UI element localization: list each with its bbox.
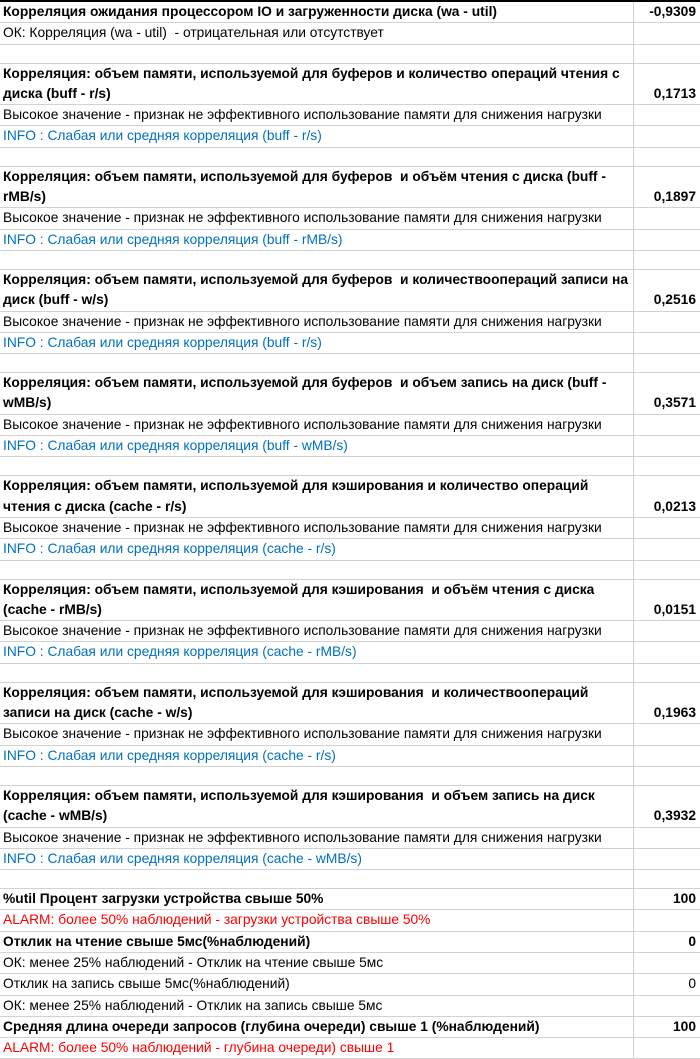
metric-value-cell[interactable] — [633, 148, 700, 166]
info-message-cell[interactable]: INFO : Слабая или средняя корреляция (buff - rMB/s) — [3, 231, 343, 247]
note-cell[interactable]: Высокое значение - признак не эффективного использование памяти для снижения нагрузки — [3, 313, 602, 329]
note-cell[interactable]: ОК: менее 25% наблюдений - Отклик на чтение свыше 5мс — [3, 954, 384, 970]
metric-value-cell[interactable] — [633, 126, 700, 146]
metric-label-cell[interactable]: Корреляция: объем памяти, используемой для кэширования и количество операций чтения с диска (cache - r/s) — [3, 478, 593, 514]
table-row — [0, 642, 700, 663]
table-row — [0, 208, 700, 229]
table-row-empty — [0, 45, 700, 64]
metric-value-cell[interactable] — [633, 312, 700, 332]
info-message-cell[interactable]: INFO : Слабая или средняя корреляция (cache - rMB/s) — [3, 644, 357, 660]
table-row — [0, 786, 700, 828]
table-row — [0, 953, 700, 974]
metric-value-cell[interactable]: 0 — [633, 932, 700, 952]
report-table — [0, 2, 700, 1059]
table-row — [0, 724, 700, 745]
note-cell[interactable]: ОК: менее 25% наблюдений - Отклик на запись свыше 5мс — [3, 997, 383, 1013]
table-row — [0, 974, 700, 995]
metric-value-cell[interactable]: 0 — [633, 974, 700, 994]
metric-value-cell[interactable] — [633, 457, 700, 475]
table-row-empty — [0, 561, 700, 580]
metric-value-cell[interactable] — [633, 767, 700, 785]
info-message-cell[interactable]: INFO : Слабая или средняя корреляция (cache - r/s) — [3, 747, 336, 763]
metric-value-cell[interactable] — [633, 415, 700, 435]
table-row — [0, 518, 700, 539]
table-row — [0, 683, 700, 725]
metric-value-cell[interactable] — [633, 746, 700, 766]
metric-value-cell[interactable] — [633, 828, 700, 848]
metric-value-cell[interactable]: 0,0151 — [633, 580, 700, 621]
table-row — [0, 849, 700, 870]
table-row — [0, 1017, 700, 1038]
metric-value-cell[interactable] — [633, 1038, 700, 1058]
table-row — [0, 828, 700, 849]
metric-value-cell[interactable]: 0,1713 — [633, 64, 700, 105]
note-cell[interactable]: Высокое значение - признак не эффективного использование памяти для снижения нагрузки — [3, 829, 602, 845]
table-row — [0, 64, 700, 106]
metric-label-cell[interactable]: Корреляция: объем памяти, используемой для кэширования и объем запись на диск (cache - wMB/s) — [3, 787, 599, 824]
table-row — [0, 126, 700, 147]
metric-value-cell[interactable]: 0,3932 — [633, 786, 700, 827]
metric-value-cell[interactable]: 0,1897 — [633, 167, 700, 208]
table-row — [0, 373, 700, 415]
metric-value-cell[interactable] — [633, 724, 700, 744]
note-cell[interactable]: Высокое значение - признак не эффективного использование памяти для снижения нагрузки — [3, 726, 602, 742]
table-row — [0, 580, 700, 622]
table-row — [0, 436, 700, 457]
info-message-cell[interactable]: INFO : Слабая или средняя корреляция (buff - wMB/s) — [3, 438, 348, 454]
metric-label-cell[interactable]: Корреляция: объем памяти, используемой для буферов и количество операций чтения с диска (buff - r/s) — [3, 65, 624, 101]
metric-value-cell[interactable] — [633, 561, 700, 579]
metric-label-cell[interactable]: Корреляция: объем памяти, используемой для буферов и количествоопераций записи на диск (buff - w/s) — [3, 271, 632, 308]
metric-label-cell[interactable]: Средняя длина очереди запросов (глубина очереди) свыше 1 (%наблюдений) — [3, 1018, 540, 1034]
table-row-empty — [0, 870, 700, 889]
metric-value-cell[interactable]: 0,3571 — [633, 373, 700, 414]
metric-value-cell[interactable] — [633, 208, 700, 228]
info-message-cell[interactable]: INFO : Слабая или средняя корреляция (cache - wMB/s) — [3, 850, 362, 866]
table-row — [0, 889, 700, 910]
note-cell[interactable]: Высокое значение - признак не эффективного использование памяти для снижения нагрузки — [3, 519, 602, 535]
table-row-empty — [0, 251, 700, 270]
table-row-empty — [0, 767, 700, 786]
note-cell[interactable]: Высокое значение - признак не эффективного использование памяти для снижения нагрузки — [3, 416, 602, 432]
metric-value-cell[interactable]: 0,1963 — [633, 683, 700, 724]
metric-value-cell[interactable] — [633, 621, 700, 641]
metric-label-cell[interactable]: Корреляция: объем памяти, используемой для кэширования и количествоопераций записи на диск (cache - w/s) — [3, 684, 593, 721]
metric-label-cell[interactable]: %util Процент загрузки устройства свыше 50% — [3, 891, 324, 907]
metric-value-cell[interactable] — [633, 230, 700, 250]
table-row — [0, 539, 700, 560]
alarm-message-cell[interactable]: ALARM: более 50% наблюдений - глубина очереди) свыше 1 — [3, 1040, 395, 1056]
table-row-empty — [0, 664, 700, 683]
alarm-message-cell[interactable]: ALARM: более 50% наблюдений - загрузки устройства свыше 50% — [3, 912, 431, 928]
metric-value-cell[interactable]: 0,0213 — [633, 476, 700, 517]
table-row — [0, 23, 700, 44]
metric-value-cell[interactable] — [633, 849, 700, 869]
table-row — [0, 910, 700, 931]
table-row — [0, 476, 700, 518]
metric-label-cell[interactable]: Корреляция: объем памяти, используемой для буферов и объем запись на диск (buff - wMB/s) — [3, 375, 611, 411]
metric-value-cell[interactable] — [633, 642, 700, 662]
metric-value-cell[interactable] — [633, 354, 700, 372]
metric-value-cell[interactable] — [633, 45, 700, 63]
note-cell[interactable]: Высокое значение - признак не эффективного использование памяти для снижения нагрузки — [3, 210, 602, 226]
metric-value-cell[interactable] — [633, 539, 700, 559]
metric-label-cell[interactable]: Корреляция: объем памяти, используемой для буферов и объём чтения с диска (buff - rMB/s) — [3, 168, 610, 205]
metric-value-cell[interactable]: -0,9309 — [633, 2, 700, 22]
note-cell[interactable]: Отклик на запись свыше 5мс(%наблюдений) — [3, 976, 290, 992]
metric-value-cell[interactable] — [633, 436, 700, 456]
table-row-empty — [0, 148, 700, 167]
metric-value-cell[interactable] — [633, 664, 700, 682]
note-cell[interactable]: ОК: Корреляция (wa - util) - отрицательная или отсутствует — [3, 25, 384, 41]
metric-value-cell[interactable] — [633, 996, 700, 1016]
table-row — [0, 333, 700, 354]
info-message-cell[interactable]: INFO : Слабая или средняя корреляция (buff - r/s) — [3, 334, 322, 350]
note-cell[interactable]: Высокое значение - признак не эффективного использование памяти для снижения нагрузки — [3, 623, 602, 639]
table-row — [0, 932, 700, 953]
metric-value-cell[interactable] — [633, 23, 700, 43]
metric-label-cell[interactable]: Отклик на чтение свыше 5мс(%наблюдений) — [3, 933, 311, 949]
metric-value-cell[interactable] — [633, 870, 700, 888]
table-row — [0, 746, 700, 767]
metric-value-cell[interactable] — [633, 910, 700, 930]
table-row — [0, 312, 700, 333]
metric-value-cell[interactable]: 100 — [633, 889, 700, 909]
table-row — [0, 996, 700, 1017]
table-row — [0, 270, 700, 312]
metric-value-cell[interactable]: 100 — [633, 1017, 700, 1037]
metric-label-cell[interactable]: Корреляция: объем памяти, используемой для кэширования и объём чтения с диска (cache - rMB/s) — [3, 581, 599, 617]
metric-value-cell[interactable] — [633, 953, 700, 973]
info-message-cell[interactable]: INFO : Слабая или средняя корреляция (cache - r/s) — [3, 541, 336, 557]
metric-label-cell[interactable]: Корреляция ожидания процессором IO и загруженности диска (wa - util) — [3, 4, 498, 19]
table-row-empty — [0, 457, 700, 476]
table-row — [0, 230, 700, 251]
metric-value-cell[interactable] — [633, 333, 700, 353]
table-row — [0, 1038, 700, 1059]
table-row-empty — [0, 354, 700, 373]
metric-value-cell[interactable] — [633, 518, 700, 538]
table-row — [0, 2, 700, 23]
note-cell[interactable]: Высокое значение - признак не эффективного использование памяти для снижения нагрузки — [3, 107, 602, 123]
table-row — [0, 621, 700, 642]
table-row — [0, 415, 700, 436]
table-row — [0, 167, 700, 209]
metric-value-cell[interactable] — [633, 105, 700, 125]
table-row — [0, 105, 700, 126]
metric-value-cell[interactable]: 0,2516 — [633, 270, 700, 311]
metric-value-cell[interactable] — [633, 251, 700, 269]
info-message-cell[interactable]: INFO : Слабая или средняя корреляция (buff - r/s) — [3, 128, 322, 144]
